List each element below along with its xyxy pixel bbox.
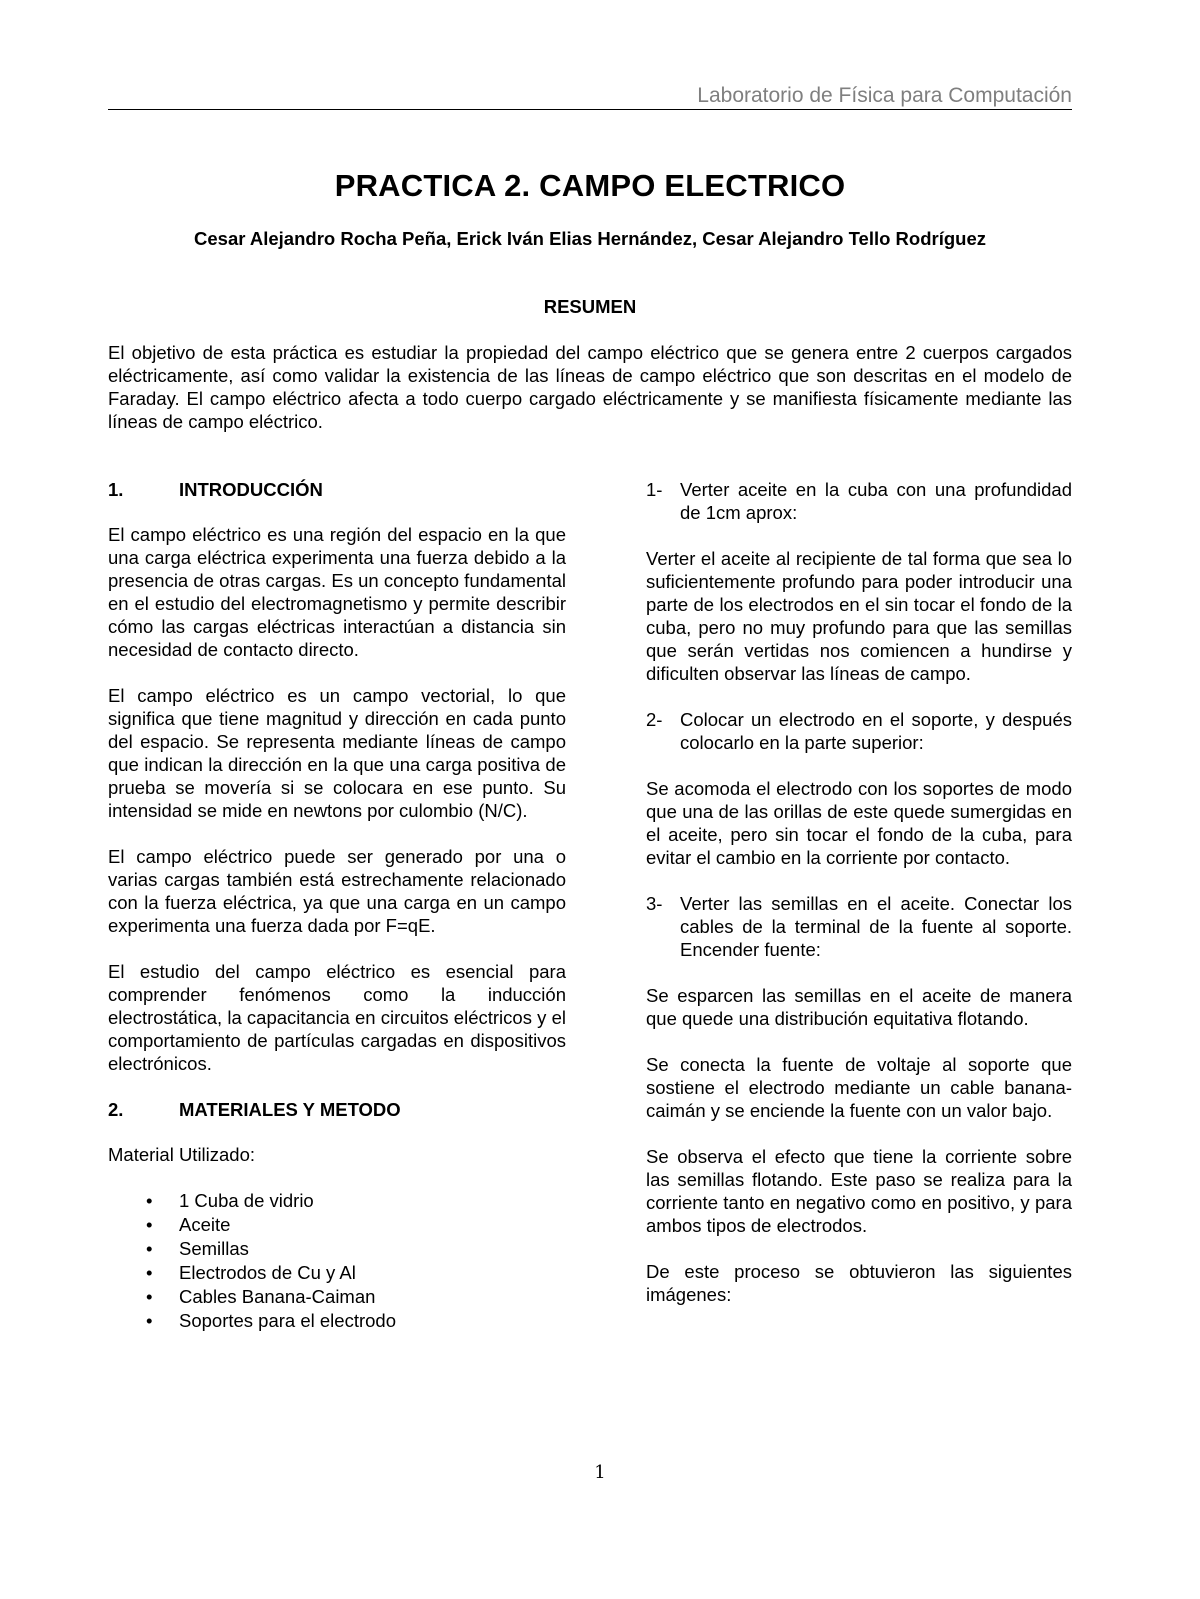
procedure-step xyxy=(646,708,1072,754)
section-heading-materiales xyxy=(108,1098,566,1121)
intro-paragraph: El campo eléctrico es una región del espacio en la que una carga eléctrica experimenta una fuerza debido a la presencia de otras cargas. Es un concepto fundamental en el estudio del electromagnetismo y permite describir cómo las cargas eléctricas interactúan a distancia sin necesidad de contacto directo. xyxy=(108,524,566,660)
intro-paragraph: El campo eléctrico puede ser generado por una o varias cargas también está estrechamente relacionado con la fuerza eléctrica, ya que una carga en un campo experimenta una fuerza dada por F=qE. xyxy=(108,846,566,936)
step-number: 2- xyxy=(646,709,663,730)
procedure-paragraph: Se acomoda el electrodo con los soportes de modo que una de las orillas de este quede sumergidas en el aceite, pero sin tocar el fondo de la cuba, para evitar el cambio en la corriente por contacto. xyxy=(646,778,1072,868)
section-heading-introduccion xyxy=(108,478,566,501)
procedure-paragraph: Se observa el efecto que tiene la corriente sobre las semillas flotando. Este paso se realiza para la corriente tanto en negativo como en positivo, y para ambos tipos de electrodos. xyxy=(646,1146,1072,1236)
procedure-paragraph: Se esparcen las semillas en el aceite de manera que quede una distribución equitativa flotando. xyxy=(646,985,1072,1029)
left-column xyxy=(108,478,566,1333)
list-item xyxy=(108,1189,566,1212)
procedure-step xyxy=(646,478,1072,524)
list-item xyxy=(108,1309,566,1332)
section-number: 1. xyxy=(108,479,124,500)
procedure-paragraph: De este proceso se obtuvieron las siguientes imágenes: xyxy=(646,1261,1072,1305)
paper-title: PRACTICA 2. CAMPO ELECTRICO xyxy=(334,168,846,203)
right-column xyxy=(646,478,1072,1329)
materials-label: Material Utilizado: xyxy=(108,1144,256,1165)
list-item-text: Aceite xyxy=(179,1214,231,1235)
section-title: INTRODUCCIÓN xyxy=(179,479,323,500)
page-number: 1 xyxy=(594,1462,606,1483)
abstract-text: El objetivo de esta práctica es estudiar la propiedad del campo eléctrico que se genera entre 2 cuerpos cargados eléctricamente, así como validar la existencia de las líneas de campo eléctrico que son descritas en el modelo de Faraday. El campo eléctrico afecta a todo cuerpo cargado eléctricamente y se manifiesta físicamente mediante las líneas de campo eléctrico. xyxy=(108,342,1072,432)
materials-list xyxy=(108,1189,566,1332)
step-title: Verter las semillas en el aceite. Conectar los cables de la terminal de la fuente al soporte. Encender fuente: xyxy=(680,893,1072,960)
bullet-icon: • xyxy=(146,1190,153,1211)
list-item-text: Cables Banana-Caiman xyxy=(179,1286,376,1307)
list-item-text: 1 Cuba de vidrio xyxy=(179,1190,314,1211)
step-number: 1- xyxy=(646,479,663,500)
procedure-paragraph: Se conecta la fuente de voltaje al soporte que sostiene el electrodo mediante un cable banana-caimán y se enciende la fuente con un valor bajo. xyxy=(646,1054,1072,1121)
bullet-icon: • xyxy=(146,1310,153,1331)
list-item-text: Soportes para el electrodo xyxy=(179,1310,396,1331)
list-item xyxy=(108,1285,566,1308)
list-item xyxy=(108,1261,566,1284)
step-title: Verter aceite en la cuba con una profundidad de 1cm aprox: xyxy=(680,479,1072,523)
author-list: Cesar Alejandro Rocha Peña, Erick Iván Elias Hernández, Cesar Alejandro Tello Rodríguez xyxy=(194,228,986,249)
list-item xyxy=(108,1213,566,1236)
procedure-paragraph: Verter el aceite al recipiente de tal forma que sea lo suficientemente profundo para poder introducir una parte de los electrodos en el sin tocar el fondo de la cuba, pero no muy profundo para que las semillas que serán vertidas nos comiencen a hundirse y dificulten observar las líneas de campo. xyxy=(646,548,1072,684)
running-header: Laboratorio de Física para Computación xyxy=(697,84,1072,107)
intro-paragraph: El campo eléctrico es un campo vectorial, lo que significa que tiene magnitud y dirección en cada punto del espacio. Se representa mediante líneas de campo que indican la dirección en la que una carga positiva de prueba se movería si se colocara en ese punto. Su intensidad se mide en newtons por culombio (N/C). xyxy=(108,685,566,821)
bullet-icon: • xyxy=(146,1286,153,1307)
step-title: Colocar un electrodo en el soporte, y después colocarlo en la parte superior: xyxy=(680,709,1072,753)
step-number: 3- xyxy=(646,893,663,914)
section-number: 2. xyxy=(108,1099,124,1120)
header-rule xyxy=(108,109,1072,110)
procedure-step xyxy=(646,892,1072,961)
section-title: MATERIALES Y METODO xyxy=(179,1099,401,1120)
list-item-text: Electrodos de Cu y Al xyxy=(179,1262,356,1283)
abstract-heading: RESUMEN xyxy=(543,296,637,317)
bullet-icon: • xyxy=(146,1262,153,1283)
list-item-text: Semillas xyxy=(179,1238,249,1259)
bullet-icon: • xyxy=(146,1214,153,1235)
list-item xyxy=(108,1237,566,1260)
intro-paragraph: El estudio del campo eléctrico es esencial para comprender fenómenos como la inducción electrostática, la capacitancia en circuitos eléctricos y el comportamiento de partículas cargadas en dispositivos electrónicos. xyxy=(108,961,566,1074)
bullet-icon: • xyxy=(146,1238,153,1259)
